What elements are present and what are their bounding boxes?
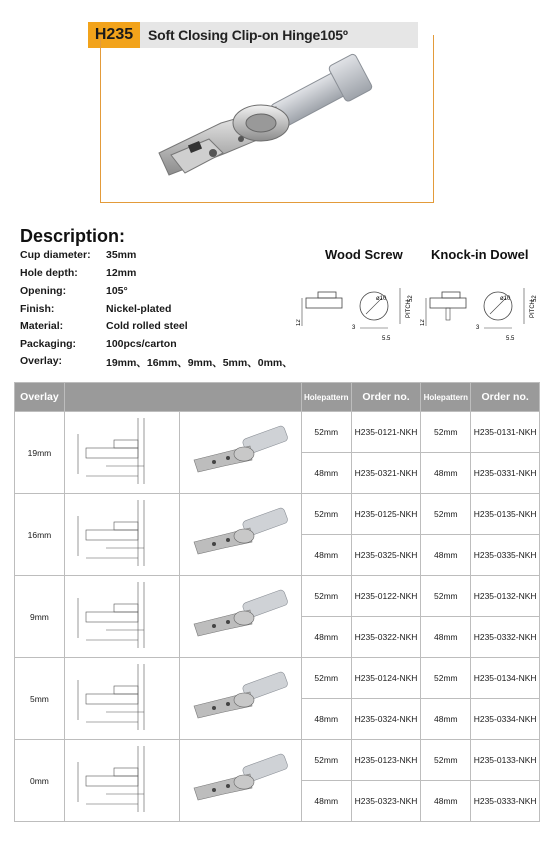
drawing-cell [64,576,179,658]
knock-in-dowel-diagram [420,268,544,352]
product-title: Soft Closing Clip-on Hinge105º [148,27,348,43]
table-row [15,494,540,535]
hinge-thumbnail [184,586,296,646]
pitch-52-label: 52 [532,295,538,302]
overlay-cell: 5mm [15,658,65,740]
order-no-cell: H235-0331-NKH [471,453,540,494]
dim-3-label: 3 [352,325,356,331]
drawing-cell [64,412,179,494]
order-no-cell: H235-0324-NKH [351,699,421,740]
hinge-photo [101,35,435,203]
model-badge: H235 [88,22,140,48]
holepattern-cell: 48mm [421,699,471,740]
spec-label: Finish: [20,303,55,315]
spec-label: Packaging: [20,338,77,350]
spec-value: 12mm [106,267,137,279]
order-no-cell: H235-0325-NKH [351,535,421,576]
order-no-cell: H235-0124-NKH [351,658,421,699]
photo-cell [179,658,301,740]
photo-cell [179,494,301,576]
technical-drawing [66,414,178,490]
spec-value: 100pcs/carton [106,338,177,350]
order-no-cell: H235-0125-NKH [351,494,421,535]
spec-value: 105° [106,285,128,297]
holepattern-cell: 48mm [421,453,471,494]
order-no-cell: H235-0123-NKH [351,740,421,781]
holepattern-cell: 48mm [301,535,351,576]
order-no-cell: H235-0334-NKH [471,699,540,740]
wood-screw-title: Wood Screw [325,247,403,262]
pitch-label: PITCH [406,300,412,318]
spec-label: Opening: [20,285,67,297]
pitch-label: PITCH [530,300,536,318]
holepattern-cell: 48mm [301,453,351,494]
holepattern-cell: 52mm [301,494,351,535]
spec-label: Overlay: [20,355,63,367]
hinge-thumbnail [184,750,296,810]
holepattern-cell: 48mm [421,617,471,658]
holepattern-cell: 48mm [301,699,351,740]
technical-drawing [66,496,178,572]
table-row [15,740,540,781]
diameter-label: ø10 [376,296,387,302]
hinge-thumbnail [184,504,296,564]
diameter-label: ø10 [500,296,511,302]
order-no-cell: H235-0135-NKH [471,494,540,535]
holepattern-cell: 52mm [421,494,471,535]
holepattern-cell: 48mm [421,535,471,576]
photo-cell [179,740,301,822]
table-row [15,658,540,699]
overlay-cell: 16mm [15,494,65,576]
order-no-cell: H235-0133-NKH [471,740,540,781]
header-overlay: Overlay [15,383,65,412]
dim-3-label: 3 [476,325,480,331]
holepattern-cell: 52mm [301,740,351,781]
overlay-cell: 19mm [15,412,65,494]
table-header-row [15,383,540,412]
holepattern-cell: 52mm [301,658,351,699]
spec-row [20,320,310,334]
order-no-cell: H235-0122-NKH [351,576,421,617]
table-row [15,576,540,617]
hinge-thumbnail [184,422,296,482]
dim-12-label: 12 [420,319,426,326]
order-no-cell: H235-0333-NKH [471,781,540,822]
wood-screw-diagram [296,268,420,352]
dim-5-5-label: 5.5 [506,336,515,342]
order-table [14,382,540,822]
spec-row [20,285,310,299]
pitch-52-label: 52 [408,295,414,302]
header-order-no: Order no. [351,383,421,412]
technical-drawing [66,742,178,818]
photo-cell [179,576,301,658]
header-holepattern: Holepattern [301,383,351,412]
spec-label: Cup diameter: [20,249,91,261]
holepattern-cell: 52mm [421,412,471,453]
order-no-cell: H235-0335-NKH [471,535,540,576]
holepattern-cell: 52mm [421,576,471,617]
order-no-cell: H235-0121-NKH [351,412,421,453]
holepattern-cell: 48mm [301,781,351,822]
spec-value: Cold rolled steel [106,320,188,332]
drawing-cell [64,740,179,822]
holepattern-cell: 48mm [301,617,351,658]
drawing-cell [64,494,179,576]
table-row [15,412,540,453]
dim-12-label: 12 [296,319,302,326]
spec-row [20,267,310,281]
header-order-no: Order no. [471,383,540,412]
overlay-cell: 9mm [15,576,65,658]
photo-cell [179,412,301,494]
header-blank [64,383,301,412]
spec-value: 19mm、16mm、9mm、5mm、0mm、 [106,357,293,369]
hinge-thumbnail [184,668,296,728]
order-no-cell: H235-0132-NKH [471,576,540,617]
spec-row [20,249,310,263]
order-no-cell: H235-0322-NKH [351,617,421,658]
header-holepattern: Holepattern [421,383,471,412]
spec-row [20,338,310,352]
product-photo-frame [100,35,434,203]
order-no-cell: H235-0332-NKH [471,617,540,658]
technical-drawing [66,578,178,654]
holepattern-cell: 52mm [421,740,471,781]
overlay-cell: 0mm [15,740,65,822]
spec-label: Hole depth: [20,267,78,279]
spec-row [20,303,310,317]
holepattern-cell: 48mm [421,781,471,822]
order-no-cell: H235-0134-NKH [471,658,540,699]
holepattern-cell: 52mm [421,658,471,699]
drawing-cell [64,658,179,740]
order-no-cell: H235-0131-NKH [471,412,540,453]
spec-row [20,355,310,369]
spec-value: Nickel-plated [106,303,172,315]
dim-5-5-label: 5.5 [382,336,391,342]
description-title: Description: [20,226,126,246]
holepattern-cell: 52mm [301,412,351,453]
order-no-cell: H235-0323-NKH [351,781,421,822]
holepattern-cell: 52mm [301,576,351,617]
spec-value: 35mm [106,249,137,261]
order-no-cell: H235-0321-NKH [351,453,421,494]
technical-drawing [66,660,178,736]
spec-label: Material: [20,320,64,332]
knock-in-dowel-title: Knock-in Dowel [431,247,529,262]
